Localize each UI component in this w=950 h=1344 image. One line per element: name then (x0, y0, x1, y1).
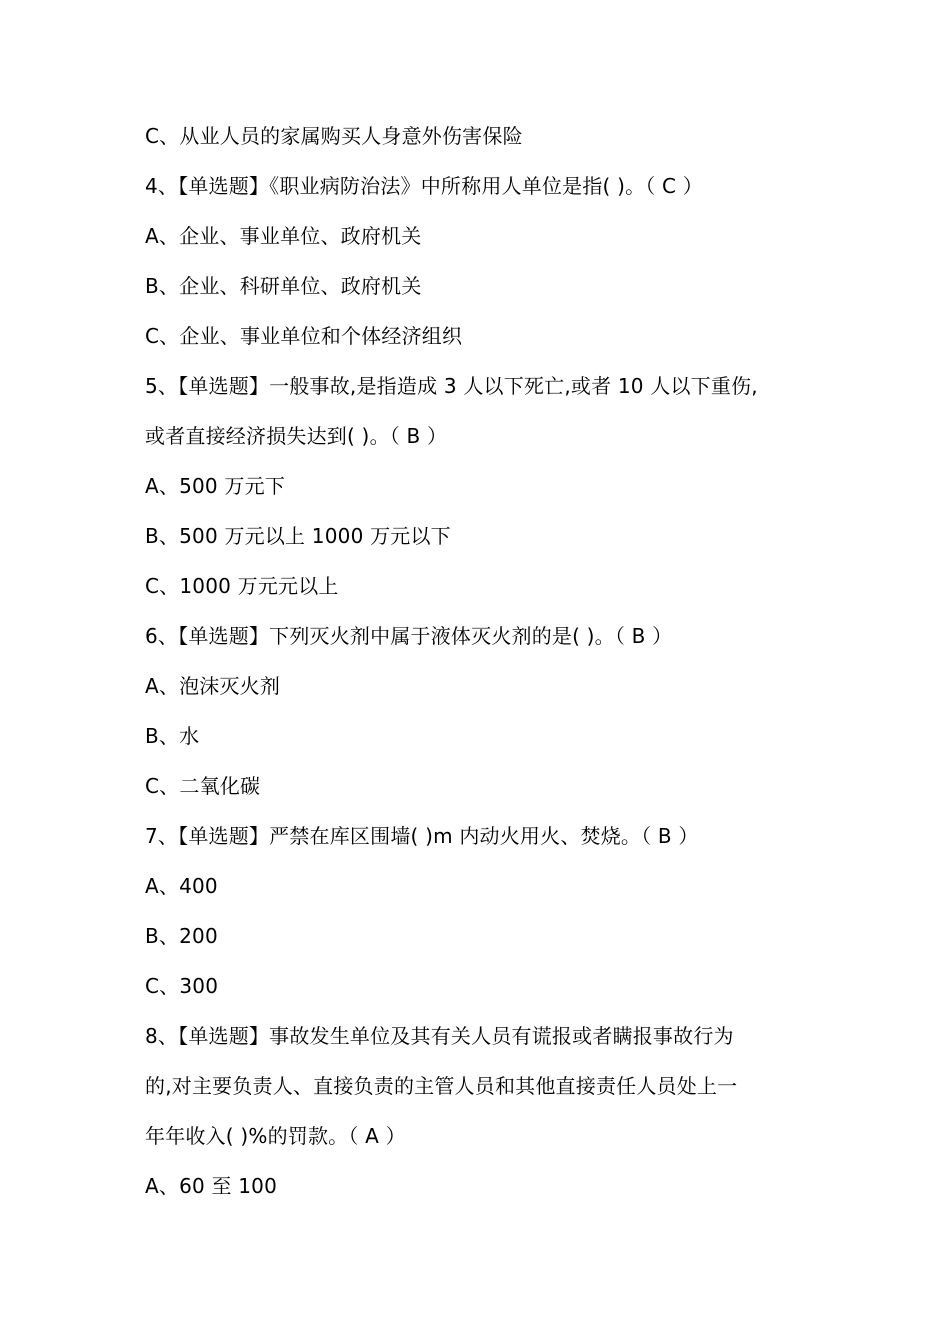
option-line: A、泡沫灭火剂 (145, 674, 281, 698)
option-line: C、二氧化碳 (145, 774, 261, 798)
option-line: A、400 (145, 874, 218, 898)
option-line: A、500 万元下 (145, 474, 286, 498)
option-line: A、企业、事业单位、政府机关 (145, 224, 422, 248)
option-line: B、企业、科研单位、政府机关 (145, 274, 422, 298)
question-line: 的,对主要负责人、直接负责的主管人员和其他直接责任人员处上一 (145, 1074, 738, 1098)
question-line: 7、【单选题】严禁在库区围墙( )m 内动火用火、焚烧。（ B ） (145, 824, 699, 848)
question-line: 4、【单选题】《职业病防治法》中所称用人单位是指( )。（ C ） (145, 174, 703, 198)
question-line: 年年收入( )%的罚款。（ A ） (145, 1124, 406, 1148)
option-line: A、60 至 100 (145, 1174, 278, 1198)
question-line: 8、【单选题】事故发生单位及其有关人员有谎报或者瞒报事故行为 (145, 1024, 734, 1048)
option-line: C、1000 万元元以上 (145, 574, 339, 598)
option-line: B、500 万元以上 1000 万元以下 (145, 524, 451, 548)
option-line: C、企业、事业单位和个体经济组织 (145, 324, 463, 348)
question-line: 5、【单选题】一般事故,是指造成 3 人以下死亡,或者 10 人以下重伤, (145, 374, 758, 398)
option-line: B、水 (145, 724, 200, 748)
question-list (145, 116, 825, 1216)
option-line: C、300 (145, 974, 219, 998)
option-line: B、200 (145, 924, 218, 948)
question-line: 6、【单选题】下列灭火剂中属于液体灭火剂的是( )。（ B ） (145, 624, 673, 648)
question-line: 或者直接经济损失达到( )。（ B ） (145, 424, 448, 448)
option-line: C、从业人员的家属购买人身意外伤害保险 (145, 124, 523, 148)
